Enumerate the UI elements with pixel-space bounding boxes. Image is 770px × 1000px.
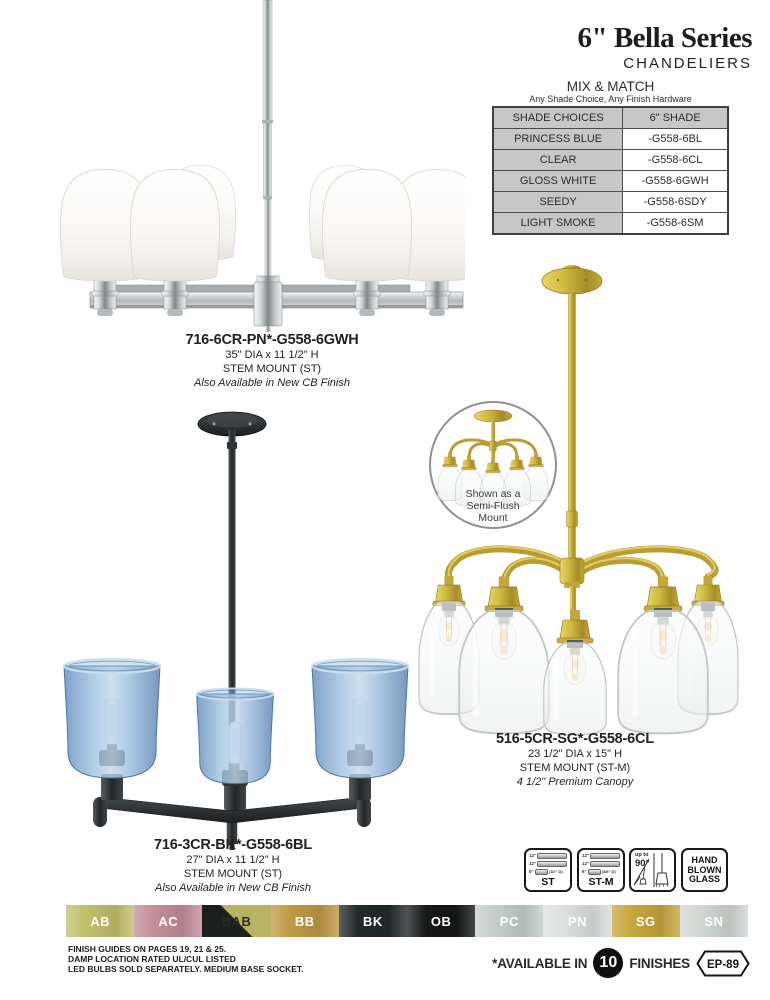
finish-swatch-bb: BB	[271, 905, 339, 937]
hand-blown-glass-label: BLOWN	[687, 864, 722, 875]
shade-col-header: SHADE CHOICES	[493, 107, 623, 129]
shade-name: SEEDY	[493, 192, 623, 213]
rod-icon	[529, 869, 567, 875]
finish-swatch-ac: AC	[134, 905, 202, 937]
rod-diameter-label: (1/2" D)	[548, 869, 563, 875]
mix-match-subheading: Any Shade Choice, Any Finish Hardware	[529, 93, 692, 104]
product-1-sku: 716-6CR-PN*-G558-6GWH	[185, 332, 359, 348]
hand-blown-glass-label: HAND	[691, 854, 718, 865]
rod-icon	[529, 861, 567, 867]
rod-length-label: 12"	[529, 852, 537, 858]
product-1-dimensions: 35" DIA x 11 1/2" H	[225, 349, 319, 362]
product-3-info	[425, 730, 725, 789]
rod-icon	[582, 861, 620, 867]
hand-blown-glass-label: GLASS	[688, 874, 720, 885]
product-2-info	[83, 836, 383, 895]
product-2-note: Also Available in New CB Finish	[155, 881, 311, 894]
product-3-dimensions: 23 1/2" DIA x 15" H	[527, 748, 623, 761]
degrees-label: 90°	[635, 857, 650, 869]
finish-swatch-bk: BK	[339, 905, 407, 937]
shade-name: GLOSS WHITE	[493, 171, 623, 192]
header	[577, 24, 752, 72]
st-mount-label: ST	[541, 876, 555, 889]
st-mount-box	[524, 848, 572, 892]
shade-row	[493, 192, 728, 213]
sloped-ceiling-box	[629, 848, 676, 892]
shade-code: -G558-6GWH	[623, 171, 728, 192]
shade-code: -G558-6BL	[623, 129, 728, 150]
finish-swatch-pc: PC	[475, 905, 543, 937]
shade-row	[493, 150, 728, 171]
up-to-label: up to	[635, 852, 649, 858]
shade-choices-table	[492, 106, 729, 235]
rod-length-label: 12"	[582, 860, 590, 866]
footer-note-line: FINISH GUIDES ON PAGES 19, 21 & 25.	[68, 944, 227, 954]
shade-name: PRINCESS BLUE	[493, 129, 623, 150]
footer-note-line: DAMP LOCATION RATED UL/CUL LISTED	[68, 954, 236, 965]
page-subtitle: CHANDELIERS	[623, 55, 752, 72]
rod-length-label: 6"	[529, 869, 534, 875]
product-1-note: Also Available in New CB Finish	[194, 376, 350, 389]
rod-length-label: 12"	[582, 852, 590, 858]
page-title: 6" Bella Series	[577, 22, 752, 54]
available-suffix: FINISHES	[629, 955, 690, 971]
product-2-dimensions: 27" DIA x 11 1/2" H	[186, 854, 280, 867]
page-number-badge	[696, 950, 750, 977]
product-3-sku: 516-5CR-SG*-G558-6CL	[496, 731, 654, 747]
mix-match-heading: MIX & MATCH	[566, 79, 655, 94]
stm-mount-label: ST-M	[588, 876, 614, 889]
shade-code: -G558-6SDY	[623, 192, 728, 213]
shade-name: LIGHT SMOKE	[493, 213, 623, 235]
rod-diameter-label: (3/8" D)	[601, 869, 616, 875]
product-1-info	[122, 331, 422, 390]
sloped-ceiling-icon	[632, 851, 673, 889]
finish-swatch-bar	[66, 905, 748, 937]
inset-caption-line: Semi-Flush	[466, 499, 520, 512]
product-2-sku: 716-3CR-BK*-G558-6BL	[154, 837, 312, 853]
product-3-note: 4 1/2" Premium Canopy	[516, 775, 634, 788]
chandelier-1-image	[55, 0, 465, 332]
code-col-header: 6" SHADE	[623, 107, 728, 129]
page-number-text: EP-89	[707, 958, 739, 971]
product-1-mount: STEM MOUNT (ST)	[222, 362, 322, 375]
finish-count-badge: 10	[593, 948, 623, 978]
product-3-mount: STEM MOUNT (ST-M)	[519, 761, 631, 774]
inset-caption-line: Mount	[478, 511, 508, 524]
shade-name: CLEAR	[493, 150, 623, 171]
finish-swatch-ob: OB	[407, 905, 475, 937]
rod-icon	[582, 853, 620, 859]
shade-table-header-row	[493, 107, 728, 129]
chandelier-2-image	[30, 398, 425, 850]
finish-swatch-sg: SG	[612, 905, 680, 937]
inset-caption-line: Shown as a	[465, 488, 521, 500]
shade-code: -G558-6SM	[623, 213, 728, 235]
semi-flush-inset-circle	[429, 401, 557, 529]
hand-blown-glass-box	[681, 848, 728, 892]
finish-swatch-bab: BAB	[202, 905, 270, 937]
stm-mount-box	[577, 848, 625, 892]
rod-icon	[582, 869, 620, 875]
finish-swatch-sn: SN	[680, 905, 748, 937]
available-prefix: *AVAILABLE IN	[492, 955, 588, 971]
rod-length-label: 6"	[582, 869, 587, 875]
product-2-mount: STEM MOUNT (ST)	[183, 867, 283, 880]
available-finishes-line	[440, 948, 750, 978]
finish-swatch-ab: AB	[66, 905, 134, 937]
inset-caption	[431, 489, 555, 524]
shade-row	[493, 171, 728, 192]
mix-match-section	[492, 80, 729, 235]
footer-note-line: LED BULBS SOLD SEPARATELY. MEDIUM BASE SOCKET.	[68, 964, 304, 975]
shade-code: -G558-6CL	[623, 150, 728, 171]
shade-row	[493, 129, 728, 150]
footer-notes	[68, 944, 304, 975]
shade-row	[493, 213, 728, 235]
finish-swatch-pn: PN	[543, 905, 611, 937]
rod-length-label: 12"	[529, 860, 537, 866]
rod-icon	[529, 853, 567, 859]
